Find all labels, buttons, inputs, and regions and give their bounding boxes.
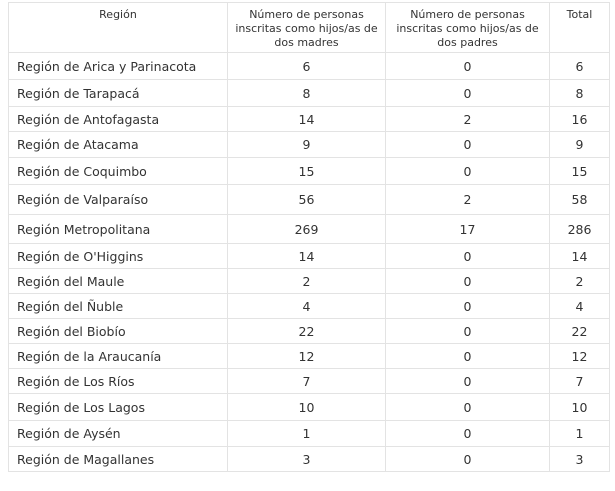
region-cell: Región de Antofagasta <box>9 107 228 132</box>
table-row <box>9 269 610 294</box>
region-cell: Región de Aysén <box>9 421 228 447</box>
total-cell: 6 <box>550 53 610 80</box>
two-fathers-cell: 0 <box>386 294 550 319</box>
two-mothers-cell: 14 <box>228 107 386 132</box>
table-row <box>9 244 610 269</box>
table-row <box>9 53 610 80</box>
total-cell: 12 <box>550 344 610 369</box>
two-fathers-cell: 0 <box>386 53 550 80</box>
region-cell: Región del Biobío <box>9 319 228 344</box>
total-cell: 15 <box>550 158 610 185</box>
two-fathers-cell: 2 <box>386 107 550 132</box>
region-cell: Región de Tarapacá <box>9 80 228 107</box>
two-mothers-cell: 2 <box>228 269 386 294</box>
total-cell: 4 <box>550 294 610 319</box>
region-cell: Región de Los Ríos <box>9 369 228 394</box>
two-fathers-cell: 0 <box>386 369 550 394</box>
two-mothers-cell: 15 <box>228 158 386 185</box>
two-mothers-cell: 7 <box>228 369 386 394</box>
two-fathers-cell: 0 <box>386 447 550 472</box>
two-fathers-cell: 0 <box>386 80 550 107</box>
table-header-row <box>9 3 610 53</box>
table-row <box>9 80 610 107</box>
two-fathers-cell: 0 <box>386 344 550 369</box>
two-mothers-cell: 3 <box>228 447 386 472</box>
table-row <box>9 447 610 472</box>
table-row <box>9 421 610 447</box>
total-cell: 16 <box>550 107 610 132</box>
region-cell: Región de Atacama <box>9 132 228 158</box>
two-mothers-cell: 12 <box>228 344 386 369</box>
region-cell: Región de la Araucanía <box>9 344 228 369</box>
header-two-fathers: Número de personas inscritas como hijos/as de dos padres <box>386 3 550 53</box>
two-mothers-cell: 56 <box>228 185 386 215</box>
two-fathers-cell: 0 <box>386 158 550 185</box>
table-row <box>9 158 610 185</box>
total-cell: 8 <box>550 80 610 107</box>
two-fathers-cell: 0 <box>386 132 550 158</box>
table-row <box>9 215 610 244</box>
regions-table <box>8 2 610 472</box>
region-cell: Región de Coquimbo <box>9 158 228 185</box>
header-region: Región <box>9 3 228 53</box>
two-fathers-cell: 2 <box>386 185 550 215</box>
table-row <box>9 107 610 132</box>
total-cell: 14 <box>550 244 610 269</box>
total-cell: 58 <box>550 185 610 215</box>
two-mothers-cell: 10 <box>228 394 386 421</box>
total-cell: 1 <box>550 421 610 447</box>
region-cell: Región del Maule <box>9 269 228 294</box>
two-mothers-cell: 22 <box>228 319 386 344</box>
total-cell: 286 <box>550 215 610 244</box>
two-mothers-cell: 4 <box>228 294 386 319</box>
data-table-container <box>8 2 609 472</box>
two-mothers-cell: 1 <box>228 421 386 447</box>
table-row <box>9 294 610 319</box>
total-cell: 7 <box>550 369 610 394</box>
table-row <box>9 132 610 158</box>
table-row <box>9 185 610 215</box>
header-two-mothers: Número de personas inscritas como hijos/as de dos madres <box>228 3 386 53</box>
total-cell: 3 <box>550 447 610 472</box>
region-cell: Región del Ñuble <box>9 294 228 319</box>
two-fathers-cell: 0 <box>386 394 550 421</box>
region-cell: Región de Arica y Parinacota <box>9 53 228 80</box>
two-mothers-cell: 9 <box>228 132 386 158</box>
table-row <box>9 394 610 421</box>
table-row <box>9 319 610 344</box>
two-fathers-cell: 0 <box>386 319 550 344</box>
region-cell: Región de Magallanes <box>9 447 228 472</box>
total-cell: 10 <box>550 394 610 421</box>
table-row <box>9 369 610 394</box>
total-cell: 2 <box>550 269 610 294</box>
two-fathers-cell: 0 <box>386 269 550 294</box>
two-fathers-cell: 0 <box>386 421 550 447</box>
two-mothers-cell: 14 <box>228 244 386 269</box>
region-cell: Región de Valparaíso <box>9 185 228 215</box>
table-row <box>9 344 610 369</box>
table-body <box>9 53 610 472</box>
region-cell: Región de O'Higgins <box>9 244 228 269</box>
two-fathers-cell: 0 <box>386 244 550 269</box>
total-cell: 22 <box>550 319 610 344</box>
two-fathers-cell: 17 <box>386 215 550 244</box>
two-mothers-cell: 269 <box>228 215 386 244</box>
region-cell: Región de Los Lagos <box>9 394 228 421</box>
total-cell: 9 <box>550 132 610 158</box>
region-cell: Región Metropolitana <box>9 215 228 244</box>
two-mothers-cell: 6 <box>228 53 386 80</box>
two-mothers-cell: 8 <box>228 80 386 107</box>
header-total: Total <box>550 3 610 53</box>
